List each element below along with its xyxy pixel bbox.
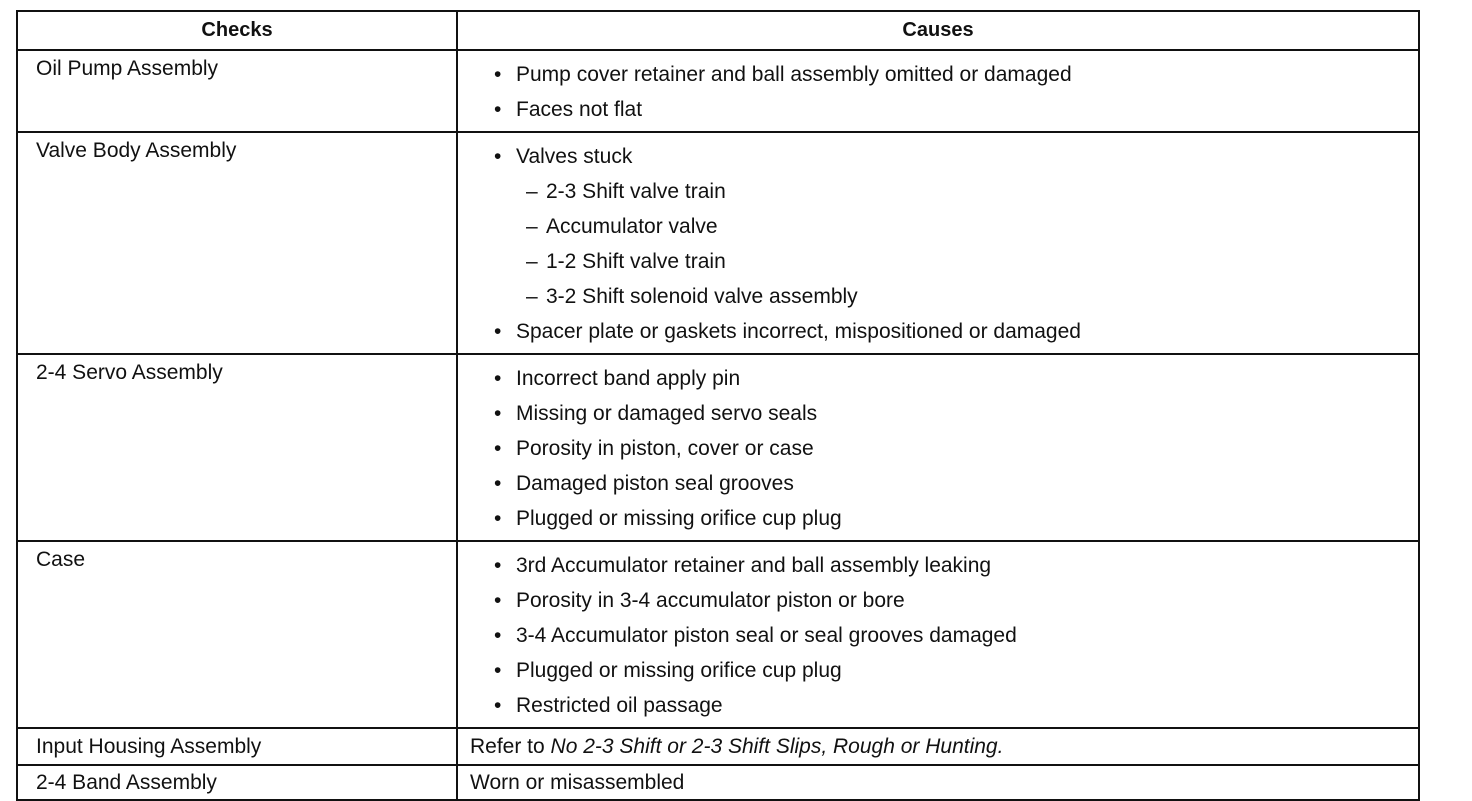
cause-text: Pump cover retainer and ball assembly omitted or damaged [516, 63, 1072, 86]
cause-item [458, 396, 1418, 431]
check-label: Input Housing Assembly [36, 735, 262, 758]
cause-text: Worn or misassembled [470, 771, 685, 794]
cause-text: Accumulator valve [546, 215, 718, 238]
cause-subitem [458, 244, 1418, 279]
bullet-icon: • [494, 367, 502, 390]
header-causes: Causes [902, 19, 974, 41]
cause-item [458, 618, 1418, 653]
cause-text: Incorrect band apply pin [516, 367, 741, 390]
cause-subitem [458, 209, 1418, 244]
cause-text: Spacer plate or gaskets incorrect, mispositioned or damaged [516, 320, 1081, 343]
bullet-icon: • [494, 145, 502, 168]
cause-text: 2-3 Shift valve train [546, 180, 726, 203]
dash-icon: – [526, 250, 538, 273]
cause-item [458, 314, 1418, 349]
cause-text: Valves stuck [516, 145, 633, 168]
cause-text: 1-2 Shift valve train [546, 250, 726, 273]
cause-item [458, 653, 1418, 688]
table-row [18, 353, 1418, 540]
bullet-icon: • [494, 437, 502, 460]
cause-text: Porosity in 3-4 accumulator piston or bore [516, 589, 905, 612]
cause-item [458, 548, 1418, 583]
dash-icon: – [526, 180, 538, 203]
cause-text: 3-2 Shift solenoid valve assembly [546, 285, 858, 308]
bullet-icon: • [494, 63, 502, 86]
table-row [18, 131, 1418, 353]
bullet-icon: • [494, 507, 502, 530]
cause-reference [458, 729, 1418, 764]
cause-text: Damaged piston seal grooves [516, 472, 794, 495]
cause-text: Plugged or missing orifice cup plug [516, 507, 842, 530]
dash-icon: – [526, 285, 538, 308]
check-label: 2-4 Band Assembly [36, 771, 217, 794]
cause-text: Missing or damaged servo seals [516, 402, 818, 425]
cause-item [458, 501, 1418, 536]
check-label: Oil Pump Assembly [36, 57, 219, 80]
bullet-icon: • [494, 472, 502, 495]
check-label: Case [36, 548, 86, 571]
table-row-input-housing [18, 727, 1418, 764]
cause-subitem [458, 279, 1418, 314]
check-label: 2-4 Servo Assembly [36, 361, 223, 384]
header-checks: Checks [18, 12, 458, 49]
table-row [18, 49, 1418, 131]
causes-list [458, 51, 1418, 131]
table-row-band [18, 764, 1418, 799]
cause-subitem [458, 174, 1418, 209]
causes-list [458, 133, 1418, 353]
causes-list [458, 355, 1418, 540]
dash-icon: – [526, 215, 538, 238]
bullet-icon: • [494, 659, 502, 682]
cause-text: 3rd Accumulator retainer and ball assembly leaking [516, 554, 992, 577]
cause-item [458, 139, 1418, 174]
table-header-row [18, 12, 1418, 49]
cause-item [458, 466, 1418, 501]
bullet-icon: • [494, 320, 502, 343]
cause-item [458, 688, 1418, 723]
bullet-icon: • [494, 624, 502, 647]
cause-text: Faces not flat [516, 98, 643, 121]
check-label: Valve Body Assembly [36, 139, 237, 162]
bullet-icon: • [494, 694, 502, 717]
bullet-icon: • [494, 589, 502, 612]
cause-text: Plugged or missing orifice cup plug [516, 659, 842, 682]
table-row [18, 540, 1418, 727]
bullet-icon: • [494, 402, 502, 425]
cause-text: Porosity in piston, cover or case [516, 437, 814, 460]
cause-item [458, 92, 1418, 127]
cause-item [458, 361, 1418, 396]
causes-list [458, 542, 1418, 727]
cause-item [458, 57, 1418, 92]
cause-text: Restricted oil passage [516, 694, 723, 717]
cause-item [458, 583, 1418, 618]
diagnosis-table [16, 10, 1420, 801]
refer-title: No 2-3 Shift or 2-3 Shift Slips, Rough or Hunting. [550, 735, 1004, 758]
refer-prefix: Refer to [470, 735, 551, 758]
cause-text: 3-4 Accumulator piston seal or seal grooves damaged [516, 624, 1017, 647]
bullet-icon: • [494, 98, 502, 121]
cause-item [458, 431, 1418, 466]
bullet-icon: • [494, 554, 502, 577]
